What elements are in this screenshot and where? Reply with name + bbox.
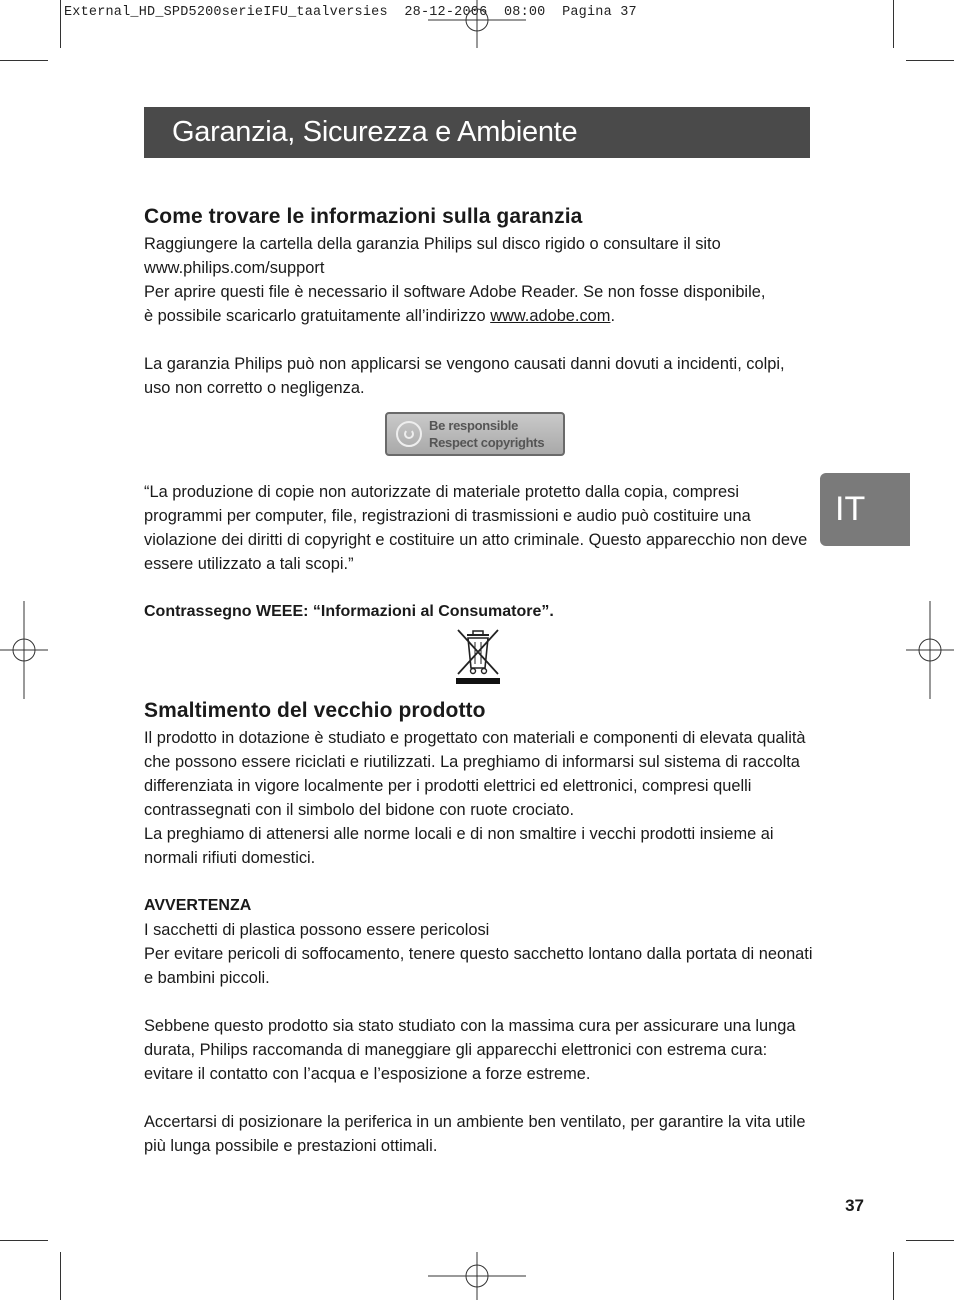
language-tab xyxy=(820,473,910,546)
main-content xyxy=(144,202,814,1158)
warranty-text-line: Raggiungere la cartella della garanzia Philips sul disco rigido o consultare il sito xyxy=(144,235,721,253)
warning-heading: AVVERTENZA xyxy=(144,897,252,914)
disposal-text: Il prodotto in dotazione è studiato e progettato con materiali e componenti di elevata qualità che possono essere riciclati e riutilizzati. La preghiamo di informarsi sul sistema di raccolta differenziata in vigore localmente per i prodotti elettrici ed elettronici, compresi quelli contrassegnati con il simbolo del bidone con ruote crociato. xyxy=(144,729,806,819)
crop-mark xyxy=(893,0,894,48)
crossed-out-wheelie-bin-icon xyxy=(454,628,502,688)
warranty-support-url: www.philips.com/support xyxy=(144,259,325,277)
language-tab-label: IT xyxy=(835,490,866,528)
weee-label: Contrassegno WEEE: “Informazioni al Consumatore”. xyxy=(144,603,554,620)
crop-mark xyxy=(60,0,61,48)
care-text: Sebbene questo prodotto sia stato studiato con la massima cura per assicurare una lunga durata, Philips raccomanda di maneggiare gli apparecchi elettronici con estrema cura: evitare il contatto con l’acqua e l’esposizione a forze estreme. xyxy=(144,1017,796,1083)
warranty-disclaimer: La garanzia Philips può non applicarsi se vengono causati danni dovuti a incidenti, colpi, uso non corretto o negligenza. xyxy=(144,355,785,397)
adobe-line-end: . xyxy=(610,307,616,325)
badge-line-2: Respect copyrights xyxy=(429,435,545,450)
disposal-heading: Smaltimento del vecchio prodotto xyxy=(144,699,486,722)
registration-mark-left xyxy=(0,601,48,699)
warning-text: Per evitare pericoli di soffocamento, tenere questo sacchetto lontano dalla portata di neonati e bambini piccoli. xyxy=(144,945,813,987)
registration-mark-top xyxy=(428,0,526,48)
adobe-link[interactable]: www.adobe.com xyxy=(490,307,611,325)
adobe-line-text: è possibile scaricarlo gratuitamente all’indirizzo xyxy=(144,307,491,325)
warranty-adobe-line xyxy=(144,304,814,328)
registration-mark-right xyxy=(906,601,954,699)
warning-text: I sacchetti di plastica possono essere pericolosi xyxy=(144,921,490,939)
power-symbol-icon xyxy=(396,421,422,447)
page-title: Garanzia, Sicurezza e Ambiente xyxy=(172,116,578,148)
page-number: 37 xyxy=(845,1196,864,1215)
respect-copyrights-badge xyxy=(385,412,565,456)
crop-mark xyxy=(0,1240,48,1241)
crop-mark xyxy=(906,1240,954,1241)
disposal-text: La preghiamo di attenersi alle norme locali e di non smaltire i vecchi prodotti insieme ai normali rifiuti domestici. xyxy=(144,825,774,867)
crop-mark xyxy=(893,1252,894,1300)
crop-mark xyxy=(0,60,48,61)
badge-line-1: Be responsible xyxy=(429,418,518,433)
ventilation-text: Accertarsi di posizionare la periferica in un ambiente ben ventilato, per garantire la vita utile più lunga possibile e prestazioni ottimali. xyxy=(144,1113,806,1155)
registration-mark-bottom xyxy=(428,1252,526,1300)
section-title-bar xyxy=(144,107,810,158)
warranty-heading: Come trovare le informazioni sulla garanzia xyxy=(144,205,583,228)
print-slug: External_HD_SPD5200serieIFU_taalversies 28-12-2006 08:00 Pagina 37 xyxy=(64,5,637,20)
warranty-text-line: Per aprire questi file è necessario il software Adobe Reader. Se non fosse disponibile, xyxy=(144,283,766,301)
crop-mark xyxy=(906,60,954,61)
crop-mark xyxy=(60,1252,61,1300)
copyright-notice: “La produzione di copie non autorizzate di materiale protetto dalla copia, compresi programmi per computer, file, registrazioni di trasmissioni e audio può costituire una violazione dei diritti di copyright e costituire un atto criminale. Questo apparecchio non deve essere utilizzato a tali scopi.” xyxy=(144,483,808,573)
